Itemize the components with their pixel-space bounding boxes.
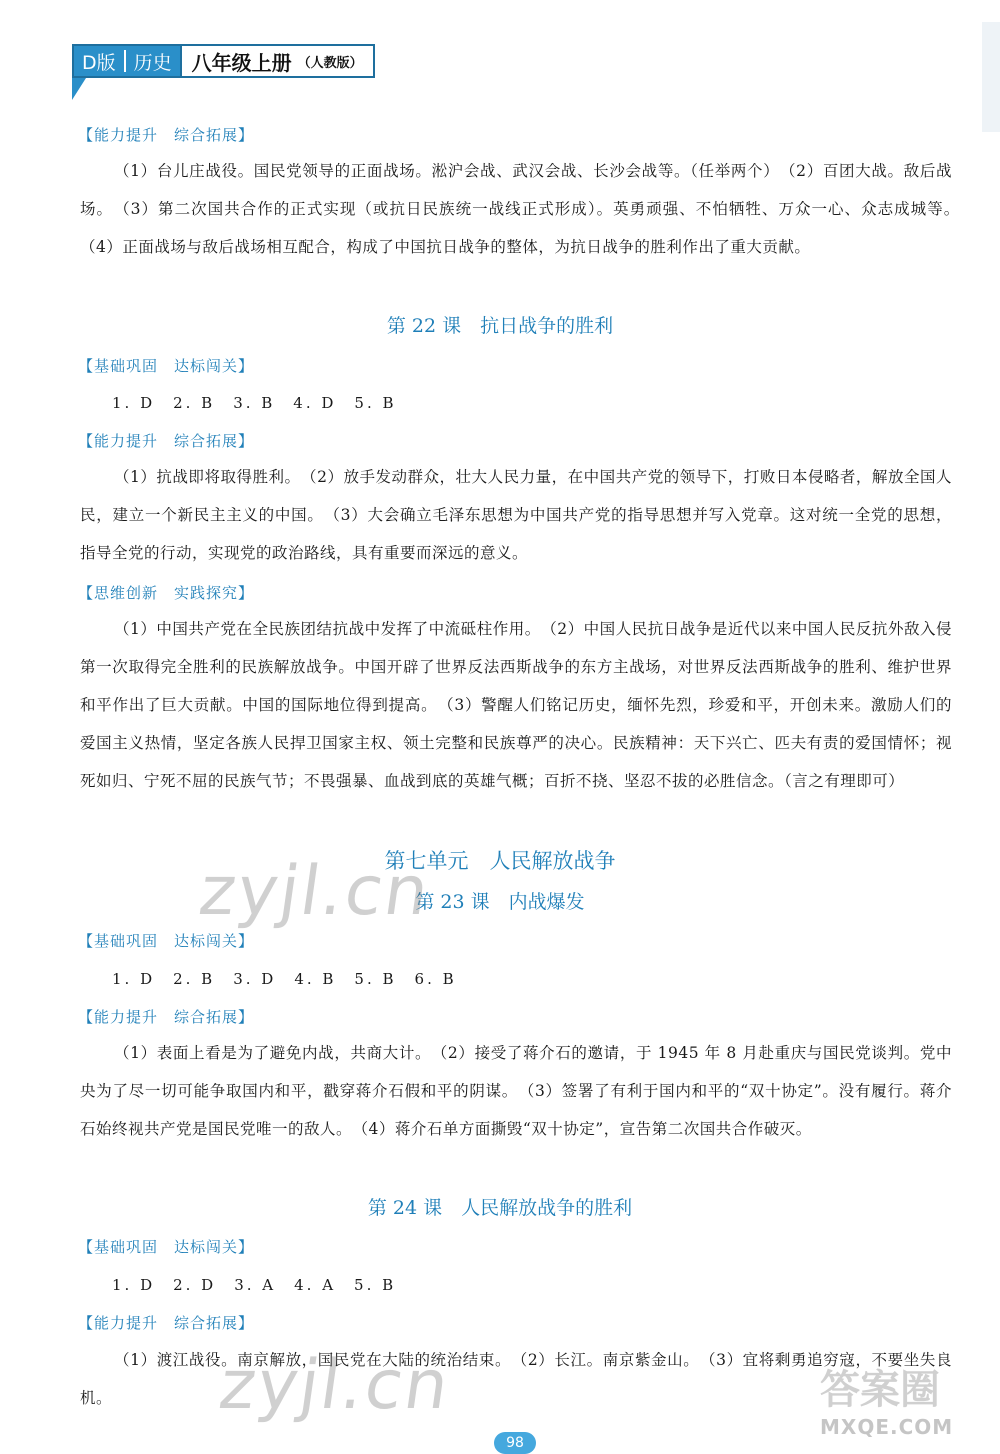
edition-badge <box>72 44 182 78</box>
answer-paragraph: （1）抗战即将取得胜利。 （2）放手发动群众，壮大人民力量，在中国共产党的领导下，打败日本侵略者，解放全国人民，建立一个新民主主义的中国。 （3）大会确立毛泽东思想为中国共产党的指导思想并写入党章。这对统一全党的思想，指导全党的行动，实现党的政治路线，具有重要而深远的意义。 <box>80 468 952 562</box>
choice-answers: 1. D 2. D 3. A 4. A 5. B <box>112 1276 397 1294</box>
section-tag: 【能力提升 综合拓展】 <box>78 1314 255 1332</box>
grade-title: 八年级上册 <box>191 50 292 75</box>
watermark-text: zyjl.cn <box>214 1346 456 1425</box>
page-corner-shadow <box>982 22 1000 132</box>
unit-title: 第七单元 人民解放战争 <box>384 849 616 873</box>
book-header <box>72 44 375 78</box>
section-tag: 【能力提升 综合拓展】 <box>78 432 255 450</box>
section-tag: 【基础巩固 达标闯关】 <box>78 1238 255 1256</box>
stamp-logo: 答案圈 <box>820 1367 940 1413</box>
section-tag: 【思维创新 实践探究】 <box>78 584 255 602</box>
choice-answers: 1. D 2. B 3. B 4. D 5. B <box>112 394 397 412</box>
badge-subject: 历史 <box>133 51 172 74</box>
stamp-url: MXQE.COM <box>820 1415 954 1439</box>
lesson-title: 第 24 课 人民解放战争的胜利 <box>367 1197 633 1219</box>
answer-paragraph: （1）中国共产党在全民族团结抗战中发挥了中流砥柱作用。 （2）中国人民抗日战争是近代以来中国人民反抗外敌入侵第一次取得完全胜利的民族解放战争。中国开辟了世界反法西斯战争的东方主战场，对世界反法西斯战争的胜利、维护世界和平作出了巨大贡献。中国的国际地位得到提高。 （3）警醒人们铭记历史，缅怀先烈，珍爱和平，开创未来。激励人们的爱国主义热情，坚定各族人民捍卫国家主权、领土完整和民族尊严的决心。民族精神：天下兴亡、匹夫有责的爱国情怀；视死如归、宁死不屈的民族气节；不畏强暴、血战到底的英雄气概；百折不挠、坚忍不拔的必胜信念。（言之有理即可） <box>80 620 952 790</box>
choice-answers: 1. D 2. B 3. D 4. B 5. B 6. B <box>112 970 457 988</box>
header-tail-decoration <box>72 78 86 100</box>
watermark-text: zyjl.cn <box>194 852 436 931</box>
section-tag: 【能力提升 综合拓展】 <box>78 126 255 144</box>
badge-divider <box>124 50 126 72</box>
lesson-title: 第 23 课 内战爆发 <box>415 891 585 913</box>
site-stamp <box>820 1358 970 1438</box>
answer-paragraph: （1）表面上看是为了避免内战，共商大计。 （2）接受了蒋介石的邀请，于 1945 年 8 月赴重庆与国民党谈判。党中央为了尽一切可能争取国内和平，戳穿蒋介石假和平的阴谋。 （3）签署了有利于国内和平的“双十协定”。没有履行。蒋介石始终视共产党是国民党唯一的敌人。 （4）蒋介石单方面撕毁“双十协定”，宣告第二次国共合作破灭。 <box>80 1044 952 1138</box>
answer-paragraph: （1）台儿庄战役。国民党领导的正面战场。淞沪会战、武汉会战、长沙会战等。（任举两个） （2）百团大战。敌后战场。 （3）第二次国共合作的正式实现（或抗日民族统一战线正式形成）。英勇顽强、不怕牺牲、万众一心、众志成城等。 （4）正面战场与敌后战场相互配合，构成了中国抗日战争的整体，为抗日战争的胜利作出了重大贡献。 <box>80 162 969 256</box>
book-title <box>182 44 375 78</box>
section-tag: 【基础巩固 达标闯关】 <box>78 932 255 950</box>
lesson-title: 第 22 课 抗日战争的胜利 <box>386 315 614 337</box>
section-tag: 【基础巩固 达标闯关】 <box>78 357 255 375</box>
badge-version: D版 <box>82 51 116 74</box>
edition-label: （人教版） <box>297 55 363 71</box>
section-tag: 【能力提升 综合拓展】 <box>78 1008 255 1026</box>
answer-paragraph: （1）渡江战役。南京解放，国民党在大陆的统治结束。 （2）长江。南京紫金山。 （3）宜将剩勇追穷寇，不要坐失良机。 <box>80 1351 952 1407</box>
page-number: 98 <box>494 1432 536 1454</box>
